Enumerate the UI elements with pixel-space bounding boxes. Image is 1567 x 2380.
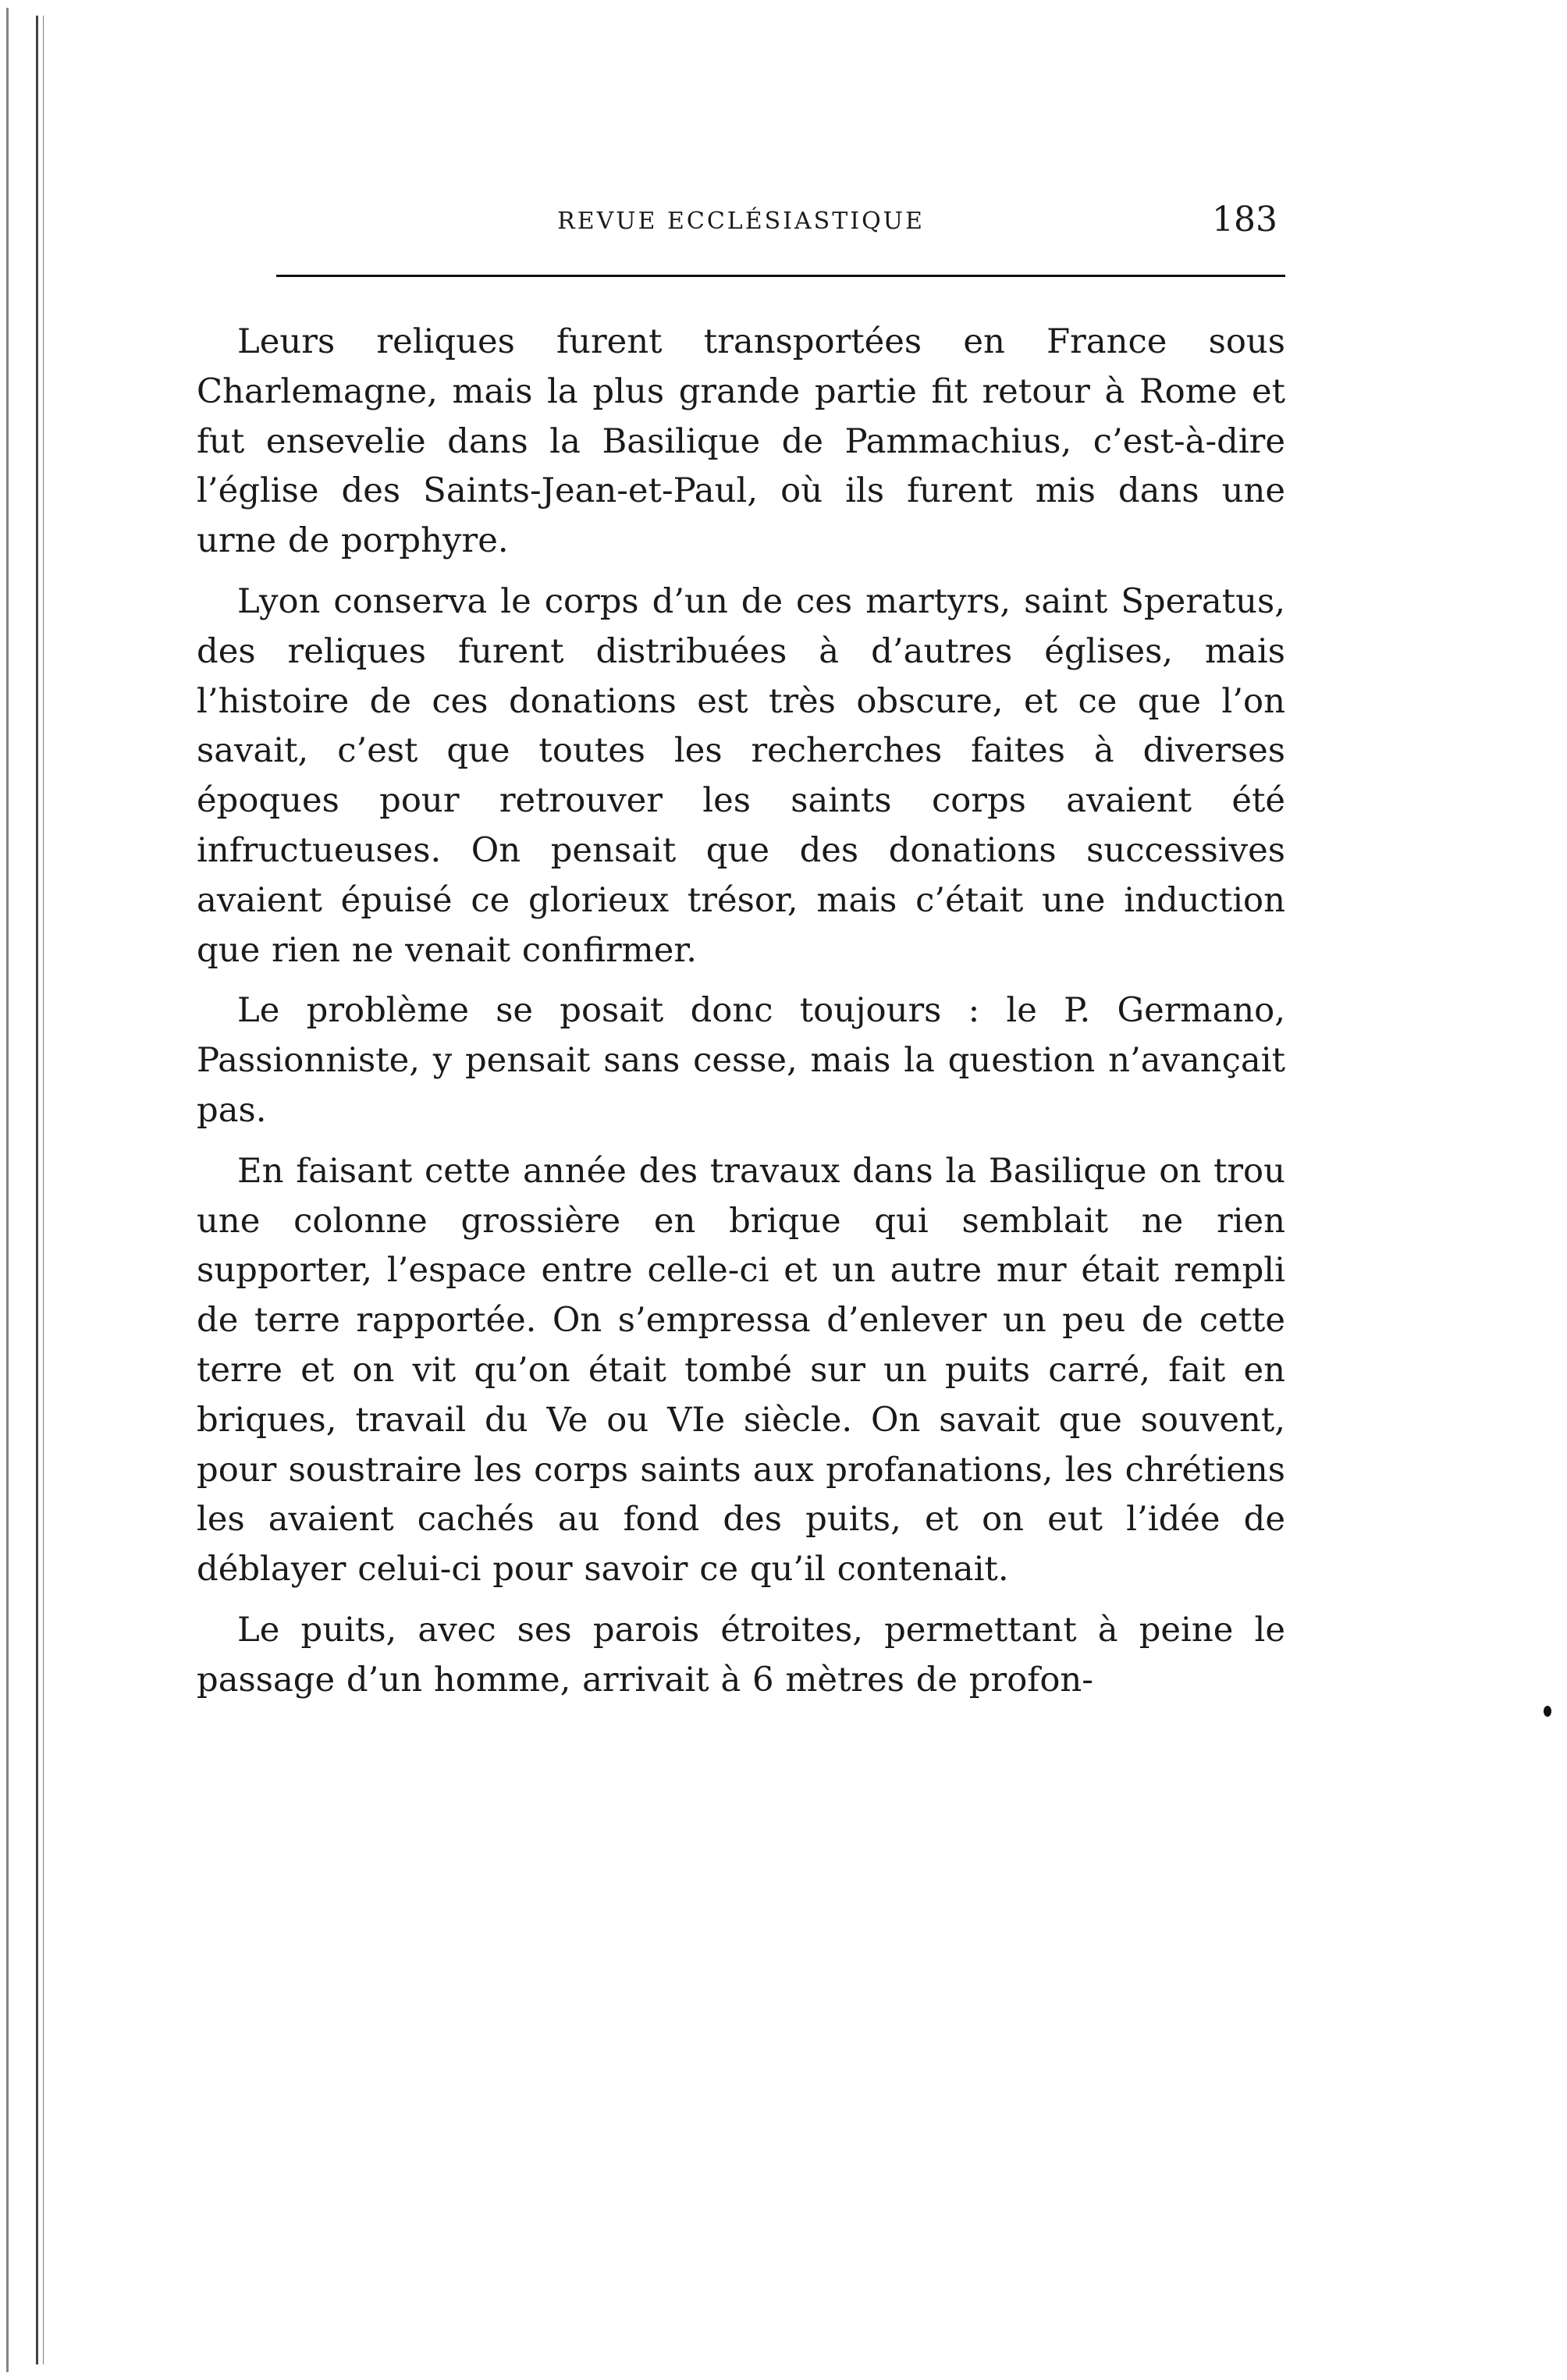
scan-binding-edge [36,16,44,2364]
header-rule [276,275,1285,277]
running-head [197,195,1285,250]
body-text [197,318,1285,1706]
paragraph: Leurs reliques furent transportées en France sous Charlemagne, mais la plus grande partie fit retour à Rome et fut ensevelie dans la Basilique de Pammachius, c’est-à-dire l’église des Saints-Jean-et-Paul, où ils furent mis dans une urne de porphyre. [197,322,1285,561]
paragraph: En faisant cette année des travaux dans la Basilique on trou une colonne grossière en brique qui semblait ne rien supporter, l’espace entre celle-ci et un autre mur était rempli de terre rapportée. On s’empressa d’enlever un peu de cette terre et on vit qu’on était tombé sur un puits carré, fait en briques, travail du Ve ou VIe siècle. On savait que souvent, pour soustraire les corps saints aux profanations, les chrétiens les avaient cachés au fond des puits, et on eut l’idée de déblayer celui-ci pour savoir ce qu’il contenait. [197,1151,1285,1590]
running-title: REVUE ECCLÉSIASTIQUE [557,208,925,235]
paragraph: Le problème se posait donc toujours : le P. Germano, Passionniste, y pensait sans cesse, mais la question n’avançait pas. [197,991,1285,1130]
paragraph: Le puits, avec ses parois étroites, permettant à peine le passage d’un homme, arrivait à 6 mètres de profon- [197,1610,1285,1700]
book-page [197,195,1285,1717]
ink-speck [1544,1706,1551,1717]
page-number: 183 [1212,200,1277,240]
scan-shadow-outer [6,8,9,2372]
paragraph: Lyon conserva le corps d’un de ces martyrs, saint Speratus, des reliques furent distribuées à d’autres églises, mais l’histoire de ces donations est très obscure, et ce que l’on savait, c’est que toutes les recherches faites à diverses époques pour retrouver les saints corps avaient été infructueuses. On pensait que des donations successives avaient épuisé ce glorieux trésor, mais c’était une induction que rien ne venait confirmer. [197,581,1285,970]
